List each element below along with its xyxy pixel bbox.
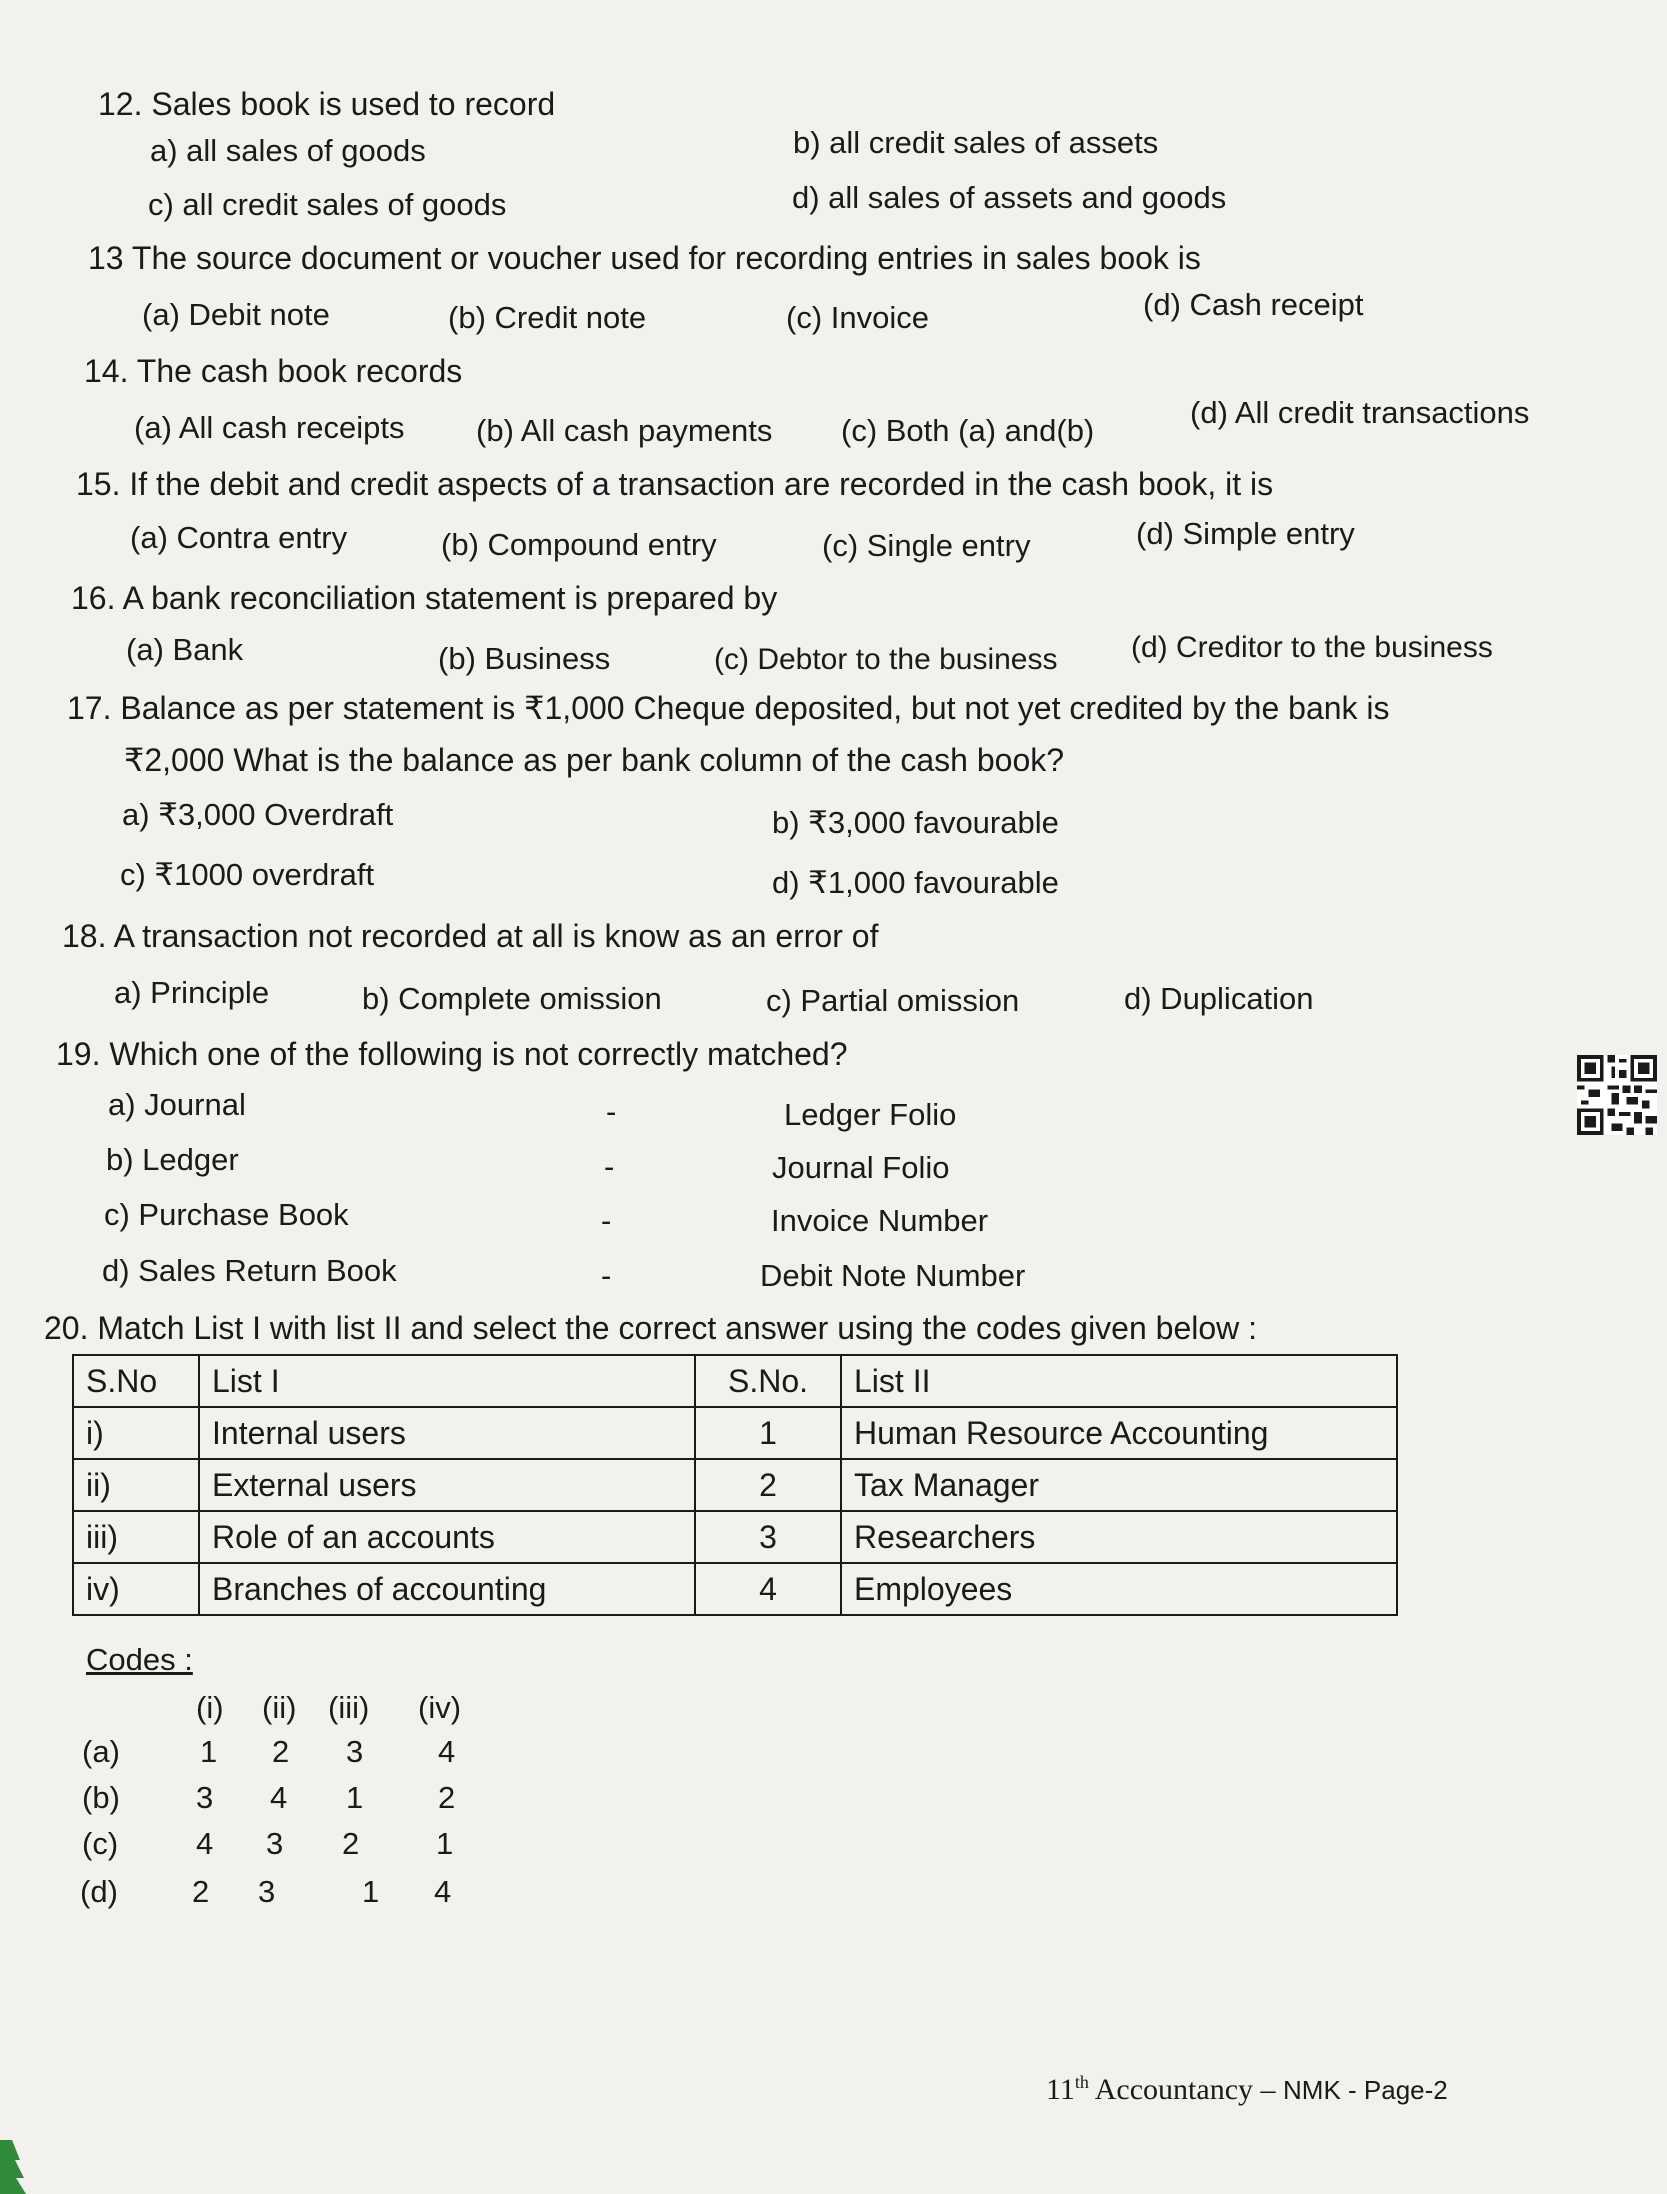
code-value: 2 — [438, 1780, 456, 1815]
code-value: 1 — [346, 1780, 364, 1815]
code-value: 1 — [362, 1874, 380, 1909]
codes-header-iv: (iv) — [418, 1690, 462, 1725]
header-list-2: List II — [841, 1355, 1397, 1407]
q18-option-c: c) Partial omission — [766, 983, 1020, 1018]
table-row — [73, 1563, 1397, 1615]
question-13: 13 The source document or voucher used for recording entries in sales book is — [88, 240, 1201, 276]
q15-option-a: (a) Contra entry — [130, 520, 348, 555]
code-value: 4 — [270, 1780, 288, 1815]
q14-option-d: (d) All credit transactions — [1190, 395, 1530, 430]
question-20: 20. Match List I with list II and select the correct answer using the codes given below : — [44, 1310, 1258, 1346]
qr-code-icon — [1576, 1055, 1658, 1135]
code-label-b: (b) — [82, 1780, 120, 1815]
q16-option-c: (c) Debtor to the business — [714, 643, 1058, 676]
q19-dash-b: - — [604, 1149, 615, 1184]
q15-option-c: (c) Single entry — [822, 528, 1031, 563]
q17-option-b: b) ₹3,000 favourable — [772, 805, 1059, 840]
q14-option-c: (c) Both (a) and(b) — [841, 413, 1095, 448]
list-1-item: External users — [199, 1459, 695, 1511]
code-value: 3 — [266, 1826, 284, 1861]
q12-option-a: a) all sales of goods — [150, 133, 426, 168]
q12-option-c: c) all credit sales of goods — [148, 187, 507, 222]
codes-header-i: (i) — [196, 1690, 224, 1725]
question-17: 17. Balance as per statement is ₹1,000 Cheque deposited, but not yet credited by the bank is — [67, 690, 1390, 726]
q12-option-d: d) all sales of assets and goods — [792, 180, 1227, 215]
code-value: 2 — [192, 1874, 210, 1909]
header-list-1: List I — [199, 1355, 695, 1407]
q13-option-c: (c) Invoice — [786, 300, 929, 335]
row-number: iv) — [73, 1563, 199, 1615]
q17-option-c: c) ₹1000 overdraft — [120, 857, 375, 892]
q17-option-d: d) ₹1,000 favourable — [772, 865, 1059, 900]
q14-option-a: (a) All cash receipts — [134, 410, 405, 445]
question-12: 12. Sales book is used to record — [98, 86, 556, 122]
q18-option-b: b) Complete omission — [362, 981, 662, 1016]
list-2-item: Employees — [841, 1563, 1397, 1615]
code-value: 4 — [196, 1826, 214, 1861]
q16-option-d: (d) Creditor to the business — [1131, 631, 1493, 664]
row-number-2: 4 — [695, 1563, 841, 1615]
code-value: 1 — [200, 1734, 218, 1769]
q19-dash-c: - — [601, 1203, 612, 1238]
q13-option-d: (d) Cash receipt — [1143, 287, 1364, 322]
q16-option-b: (b) Business — [438, 641, 611, 676]
q13-option-a: (a) Debit note — [142, 297, 330, 332]
q17-text-line2: ₹2,000 What is the balance as per bank column of the cash book? — [124, 742, 1065, 778]
q19-dash-a: - — [606, 1094, 617, 1129]
list-1-item: Internal users — [199, 1407, 695, 1459]
row-number-2: 2 — [695, 1459, 841, 1511]
q18-option-a: a) Principle — [114, 975, 270, 1010]
q19-right-b: Journal Folio — [772, 1150, 950, 1185]
question-18: 18. A transaction not recorded at all is know as an error of — [62, 918, 879, 954]
q16-option-a: (a) Bank — [126, 632, 244, 667]
code-label-c: (c) — [82, 1826, 119, 1861]
q12-option-b: b) all credit sales of assets — [793, 125, 1159, 160]
q19-right-c: Invoice Number — [771, 1203, 989, 1238]
q19-dash-d: - — [601, 1258, 612, 1293]
question-15: 15. If the debit and credit aspects of a transaction are recorded in the cash book, it is — [76, 466, 1274, 502]
q19-left-a: a) Journal — [108, 1087, 246, 1122]
page-footer: 11th Accountancy – NMK - Page-2 — [1046, 2072, 1448, 2106]
question-19: 19. Which one of the following is not correctly matched? — [56, 1036, 848, 1072]
list-1-item: Branches of accounting — [199, 1563, 695, 1615]
q13-option-b: (b) Credit note — [448, 300, 647, 335]
table-row — [73, 1511, 1397, 1563]
q18-option-d: d) Duplication — [1124, 981, 1314, 1016]
code-value: 3 — [258, 1874, 276, 1909]
list-2-item: Researchers — [841, 1511, 1397, 1563]
q19-left-b: b) Ledger — [106, 1142, 239, 1177]
row-number-2: 1 — [695, 1407, 841, 1459]
q14-option-b: (b) All cash payments — [476, 413, 773, 448]
code-value: 3 — [346, 1734, 364, 1769]
tree-logo-icon — [0, 2140, 40, 2194]
q17-option-a: a) ₹3,000 Overdraft — [122, 797, 394, 832]
codes-header-iii: (iii) — [328, 1690, 370, 1725]
table-row — [73, 1407, 1397, 1459]
q15-option-d: (d) Simple entry — [1136, 516, 1355, 551]
q19-left-c: c) Purchase Book — [104, 1197, 349, 1232]
q15-option-b: (b) Compound entry — [441, 527, 717, 562]
list-2-item: Human Resource Accounting — [841, 1407, 1397, 1459]
code-value: 2 — [342, 1826, 360, 1861]
match-table-header — [73, 1355, 1397, 1407]
code-value: 4 — [438, 1734, 456, 1769]
code-value: 2 — [272, 1734, 290, 1769]
q19-right-a: Ledger Folio — [784, 1097, 957, 1132]
code-value: 4 — [434, 1874, 452, 1909]
header-sno-2: S.No. — [695, 1355, 841, 1407]
table-row — [73, 1459, 1397, 1511]
match-table — [72, 1354, 1398, 1616]
codes-header-ii: (ii) — [262, 1690, 297, 1725]
list-2-item: Tax Manager — [841, 1459, 1397, 1511]
code-value: 3 — [196, 1780, 214, 1815]
code-label-a: (a) — [82, 1734, 120, 1769]
header-sno: S.No — [73, 1355, 199, 1407]
list-1-item: Role of an accounts — [199, 1511, 695, 1563]
row-number: i) — [73, 1407, 199, 1459]
question-14: 14. The cash book records — [84, 353, 463, 389]
row-number-2: 3 — [695, 1511, 841, 1563]
codes-title: Codes : — [86, 1642, 193, 1677]
code-label-d: (d) — [80, 1874, 118, 1909]
question-16: 16. A bank reconciliation statement is prepared by — [71, 580, 778, 616]
row-number: ii) — [73, 1459, 199, 1511]
q19-left-d: d) Sales Return Book — [102, 1253, 397, 1288]
q19-right-d: Debit Note Number — [760, 1258, 1026, 1293]
code-value: 1 — [436, 1826, 454, 1861]
row-number: iii) — [73, 1511, 199, 1563]
